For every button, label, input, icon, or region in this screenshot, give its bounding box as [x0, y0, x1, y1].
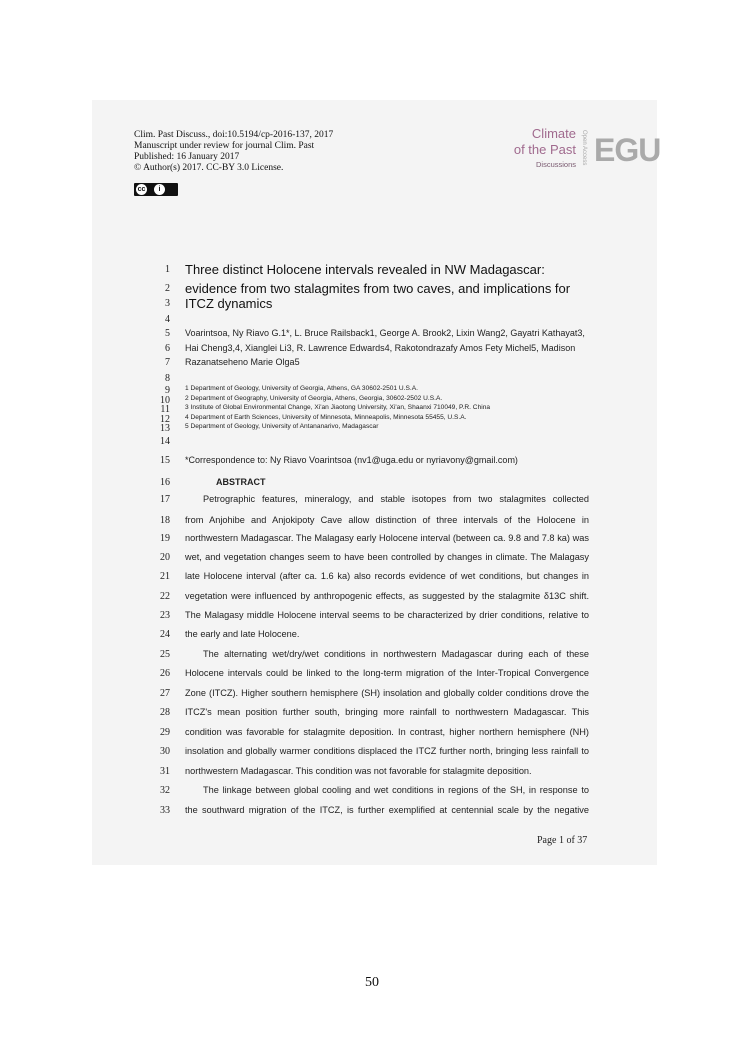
line-text: vegetation were influenced by anthropogenic effects, as suggested by the stalagmite δ13C shift.	[185, 591, 589, 601]
attribution-icon: i	[154, 184, 165, 195]
logo-line-1: Climate	[531, 126, 576, 141]
line-number: 10	[160, 395, 170, 406]
line-number: 29	[160, 727, 170, 738]
header-line-2: Manuscript under review for journal Clim. Past	[134, 141, 315, 151]
line-text: the early and late Holocene.	[185, 629, 300, 639]
logo-line-2: of the Past	[513, 142, 576, 157]
line-number: 23	[160, 610, 170, 621]
egu-logo: EGU	[594, 132, 661, 168]
line-number: 14	[160, 436, 170, 447]
line-text: ITCZ dynamics	[185, 296, 273, 311]
line-text: Holocene intervals could be linked to the long-term migration of the Inter-Tropical Convergence	[185, 668, 589, 678]
line-text: ITCZ's mean position further south, bringing more rainfall to northwestern Madagascar. This	[185, 707, 589, 717]
line-number: 21	[160, 571, 170, 582]
header-line-1: Clim. Past Discuss., doi:10.5194/cp-2016-137, 2017	[134, 130, 334, 140]
cc-license-badge	[134, 183, 178, 196]
line-text: insolation and globally warmer conditions displaced the ITCZ further north, bringing less rainfall to	[185, 746, 589, 756]
line-number: 9	[165, 385, 170, 396]
line-text: from Anjohibe and Anjokipoty Cave allow distinction of three intervals of the Holocene in	[185, 515, 589, 525]
line-number: 27	[160, 688, 170, 699]
line-number: 1	[165, 264, 170, 275]
folio-number: 50	[365, 975, 379, 990]
page-number: Page 1 of 37	[537, 835, 588, 846]
line-text: Hai Cheng3,4, Xianglei Li3, R. Lawrence Edwards4, Rakotondrazafy Amos Fety Michel5, Madison	[185, 343, 576, 353]
line-number: 8	[165, 373, 170, 384]
line-text: Razanatseheno Marie Olga5	[185, 357, 300, 367]
line-number: 6	[165, 343, 170, 354]
line-text: Zone (ITCZ). Higher southern hemisphere (SH) insolation and globally colder conditions drove the	[185, 688, 589, 698]
line-number: 4	[165, 314, 170, 325]
line-text: *Correspondence to: Ny Riavo Voarintsoa (nv1@uga.edu or nyriavony@gmail.com)	[185, 455, 518, 465]
line-number: 5	[165, 328, 170, 339]
line-number: 17	[160, 494, 170, 505]
line-number: 18	[160, 515, 170, 526]
line-text: ABSTRACT	[216, 477, 266, 487]
line-text: The Malagasy middle Holocene interval seems to be characterized by drier conditions, relative to	[185, 610, 589, 620]
line-number: 25	[160, 649, 170, 660]
line-number: 19	[160, 533, 170, 544]
logo-line-3: Discussions	[535, 160, 576, 169]
line-text: late Holocene interval (after ca. 1.6 ka) also records evidence of wet conditions, but changes in	[185, 571, 589, 581]
line-text: 1 Department of Geology, University of Georgia, Athens, GA 30602-2501 U.S.A.	[185, 385, 418, 392]
line-number: 12	[160, 414, 170, 425]
line-number: 33	[160, 805, 170, 816]
line-text: The linkage between global cooling and wet conditions in regions of the SH, in response to	[203, 785, 589, 795]
line-number: 13	[160, 423, 170, 434]
line-number: 16	[160, 477, 170, 488]
line-text: 3 Institute of Global Environmental Change, Xi'an Jiaotong University, Xi'an, Shaanxi 710049, P.R. China	[185, 404, 491, 411]
line-text: the southward migration of the ITCZ, is further exemplified at centennial scale by the negative	[185, 805, 589, 815]
line-number: 30	[160, 746, 170, 757]
line-number: 2	[165, 283, 170, 294]
cc-icon: cc	[137, 186, 146, 193]
open-access-label: Open Access	[581, 130, 587, 166]
header-line-4: © Author(s) 2017. CC-BY 3.0 License.	[134, 163, 284, 173]
line-text: condition was favorable for stalagmite deposition. In contrast, higher northern hemisphere (NH)	[185, 727, 589, 737]
line-number: 32	[160, 785, 170, 796]
line-number: 31	[160, 766, 170, 777]
line-number: 26	[160, 668, 170, 679]
line-text: northwestern Madagascar. The Malagasy early Holocene interval (between ca. 9.8 and 7.8 ka) was	[185, 533, 589, 543]
line-text: Petrographic features, mineralogy, and stable isotopes from two stalagmites collected	[203, 494, 589, 504]
line-number: 22	[160, 591, 170, 602]
line-text: evidence from two stalagmites from two caves, and implications for	[185, 281, 571, 296]
line-number: 3	[165, 298, 170, 309]
line-number: 20	[160, 552, 170, 563]
line-text: Voarintsoa, Ny Riavo G.1*, L. Bruce Railsback1, George A. Brook2, Lixin Wang2, Gayatri Kathayat3,	[185, 328, 585, 338]
header-line-3: Published: 16 January 2017	[134, 152, 240, 162]
line-text: 5 Department of Geology, University of Antananarivo, Madagascar	[185, 423, 379, 430]
line-number: 24	[160, 629, 170, 640]
line-text: wet, and vegetation changes seem to have been controlled by changes in climate. The Malagasy	[185, 552, 589, 562]
line-number: 28	[160, 707, 170, 718]
line-number: 15	[160, 455, 170, 466]
line-text: Three distinct Holocene intervals revealed in NW Madagascar:	[185, 262, 545, 277]
line-number: 7	[165, 357, 170, 368]
line-text: 2 Department of Geography, University of Georgia, Athens, Georgia, 30602-2502 U.S.A.	[185, 395, 443, 402]
line-text: The alternating wet/dry/wet conditions in northwestern Madagascar during each of these	[203, 649, 589, 659]
line-number: 11	[160, 404, 170, 415]
line-text: northwestern Madagascar. This condition was not favorable for stalagmite deposition.	[185, 766, 532, 776]
line-text: 4 Department of Earth Sciences, University of Minnesota, Minneapolis, Minnesota 55455, U.S.A.	[185, 414, 467, 421]
